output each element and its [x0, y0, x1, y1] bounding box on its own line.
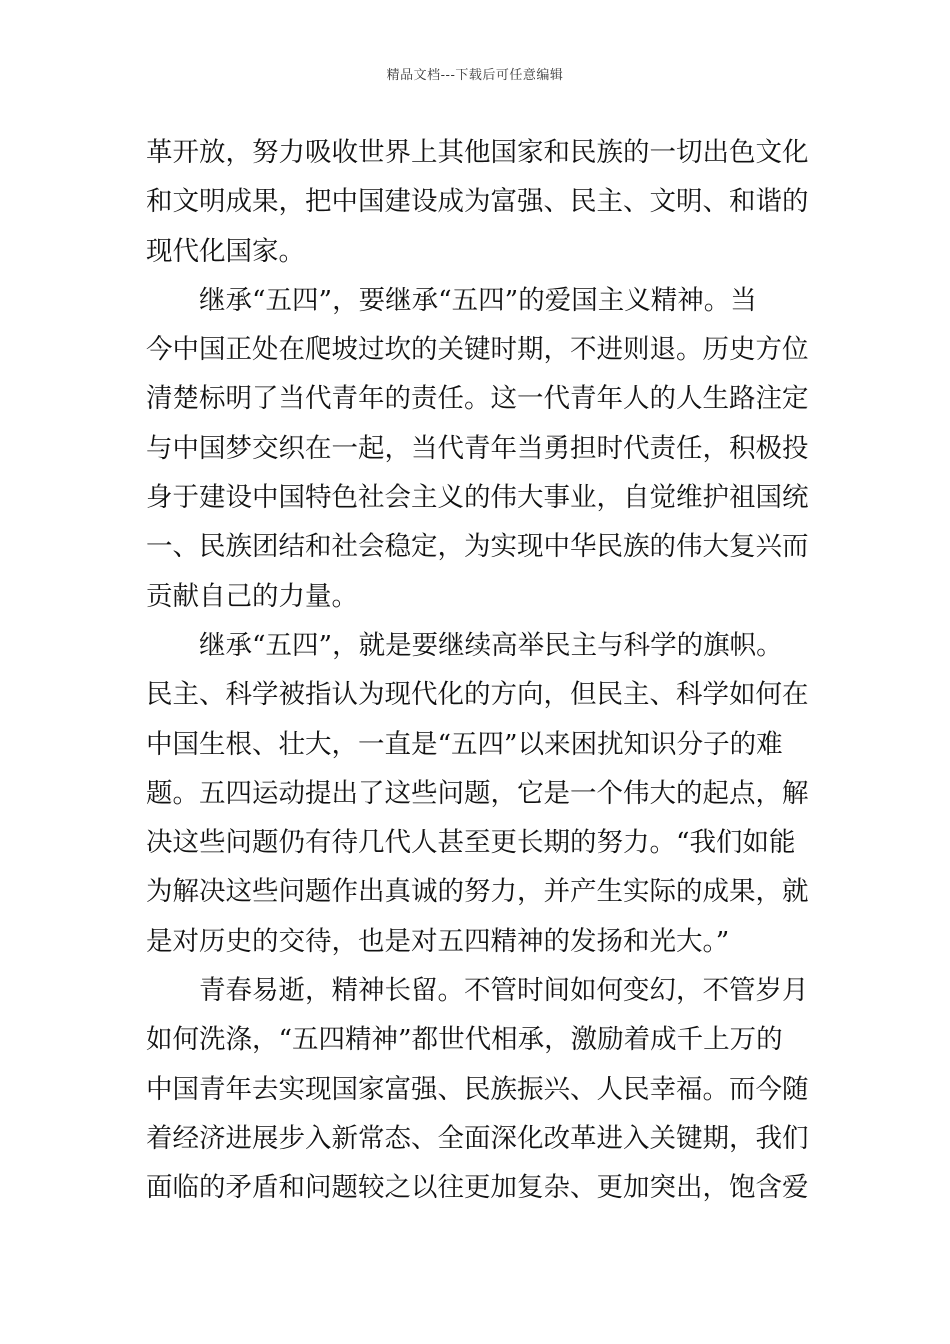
text-line: 与中国梦交织在一起，当代青年当勇担时代责任，积极投: [146, 432, 809, 464]
text-line: 今中国正处在爬坡过坎的关键时期，不进则退。历史方位: [146, 334, 809, 366]
document-body: [146, 128, 809, 1213]
text-line: 和文明成果，把中国建设成为富强、民主、文明、和谐的: [146, 186, 809, 218]
text-line: 现代化国家。: [146, 235, 305, 267]
text-line: 中国生根、壮大，一直是“五四”以来困扰知识分子的难: [146, 728, 783, 760]
text-line: 题。五四运动提出了这些问题，它是一个伟大的起点，解: [146, 777, 809, 809]
text-line: 为解决这些问题作出真诚的努力，并产生实际的成果，就: [146, 876, 809, 908]
text-line: 身于建设中国特色社会主义的伟大事业，自觉维护祖国统: [146, 482, 809, 514]
text-line: 中国青年去实现国家富强、民族振兴、人民幸福。而今随: [146, 1073, 809, 1105]
text-line: 青春易逝，精神长留。不管时间如何变幻，不管岁月: [199, 975, 809, 1007]
paragraph-2: [146, 276, 809, 621]
text-line: 民主、科学被指认为现代化的方向，但民主、科学如何在: [146, 679, 809, 711]
text-line: 决这些问题仍有待几代人甚至更长期的努力。“我们如能: [146, 827, 796, 859]
text-line: 继承“五四”，就是要继续高举民主与科学的旗帜。: [199, 629, 783, 661]
text-line: 清楚标明了当代青年的责任。这一代青年人的人生路注定: [146, 383, 809, 415]
text-line: 面临的矛盾和问题较之以往更加复杂、更加突出，饱含爱: [146, 1172, 809, 1204]
paragraph-4: [146, 966, 809, 1212]
text-line: 一、民族团结和社会稳定，为实现中华民族的伟大复兴而: [146, 531, 809, 563]
paragraph-3: [146, 621, 809, 966]
text-line: 贡献自己的力量。: [146, 580, 358, 612]
page-header: 精品文档---下载后可任意编辑: [386, 68, 564, 83]
text-line: 如何洗涤，“五四精神”都世代相承，激励着成千上万的: [146, 1024, 783, 1056]
text-line: 继承“五四”，要继承“五四”的爱国主义精神。当: [199, 284, 757, 316]
text-line: 革开放，努力吸收世界上其他国家和民族的一切出色文化: [146, 137, 809, 168]
text-line: 是对历史的交待，也是对五四精神的发扬和光大。”: [146, 925, 730, 957]
text-line: 着经济进展步入新常态、全面深化改革进入关键期，我们: [146, 1122, 809, 1154]
paragraph-1: [146, 128, 809, 276]
